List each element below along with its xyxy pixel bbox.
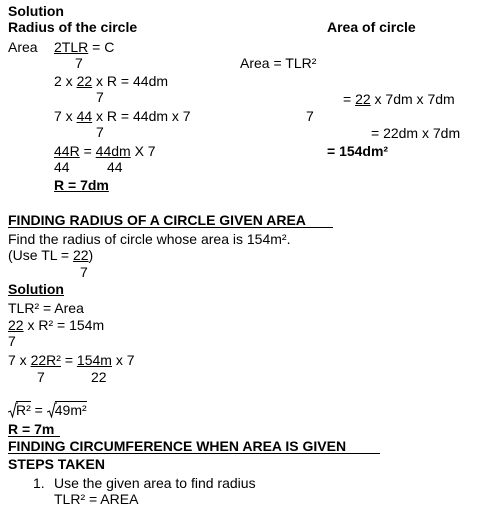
solution-heading: Solution: [8, 3, 64, 19]
fraction-numerator: 22: [8, 317, 24, 333]
step-number: 1.: [33, 475, 45, 491]
equation-text: (Use TL =: [8, 247, 73, 263]
area-result: = 154dm²: [327, 143, 389, 159]
equation-text: 7 x: [8, 352, 31, 368]
equation-text: ): [88, 247, 94, 263]
step-formula: TLR² = AREA: [54, 491, 139, 507]
solution-heading: Solution: [8, 281, 64, 297]
area-step-2: = 22dm x 7dm: [371, 125, 461, 141]
equation-text: x 7dm x 7dm: [370, 91, 455, 107]
equation-line-1: [54, 39, 114, 55]
fraction-denominator: 7: [96, 89, 104, 105]
fraction-denominator: 22: [91, 369, 107, 385]
square-root-step: [8, 402, 87, 418]
equation-text: x R = 44dm x 7: [92, 108, 191, 124]
area-label: Area: [8, 39, 38, 55]
fraction-numerator: 44R: [54, 143, 80, 159]
heading-underline: [8, 227, 333, 228]
fraction-numerator: 44dm: [95, 143, 131, 159]
solution-step-1: TLR² = Area: [8, 300, 84, 316]
sqrt-right: [47, 402, 87, 418]
radius-result: R = 7dm: [54, 177, 109, 193]
result-underline: [8, 436, 60, 437]
fraction-denominator: 44: [54, 159, 70, 175]
fraction-denominator: 7: [306, 108, 314, 124]
fraction-numerator: 44: [76, 108, 93, 124]
fraction-numerator: 154m: [76, 352, 112, 368]
equation-text: = C: [88, 39, 115, 55]
heading-underline: [8, 453, 380, 454]
given-value: [8, 247, 93, 263]
equation-text: x 7: [111, 352, 135, 368]
solution-step-3: [8, 352, 135, 368]
fraction-numerator: 2TLR: [54, 39, 89, 55]
steps-heading: STEPS TAKEN: [8, 456, 105, 472]
fraction-numerator: 22: [355, 91, 371, 107]
equation-text: x R² = 154m: [23, 317, 105, 333]
equation-text: x R = 44dm: [92, 73, 169, 89]
fraction-numerator: 22: [72, 247, 89, 263]
equation-text: =: [30, 402, 47, 418]
equation-text: =: [343, 91, 356, 107]
fraction-denominator: 7: [37, 369, 45, 385]
solution-step-2: [8, 317, 104, 333]
radicand: R²: [16, 402, 31, 418]
radicand: 49m²: [54, 402, 87, 418]
fraction-denominator: 7: [96, 124, 104, 140]
fraction-denominator: 44: [107, 159, 123, 175]
fraction-denominator: 7: [75, 55, 83, 71]
equation-line-2: [54, 73, 168, 89]
equation-text: =: [79, 143, 96, 159]
fraction-denominator: 7: [8, 333, 16, 349]
square-root-icon: [8, 402, 18, 418]
area-step-1: [343, 91, 455, 107]
section-heading-radius-from-area: FINDING RADIUS OF A CIRCLE GIVEN AREA: [8, 212, 306, 228]
step-text: Use the given area to find radius: [54, 475, 256, 491]
section-heading-circumference-from-area: FINDING CIRCUMFERENCE WHEN AREA IS GIVEN: [8, 438, 347, 454]
fraction-denominator: 7: [80, 264, 88, 280]
equation-line-3: [54, 108, 191, 124]
fraction-numerator: 22: [76, 73, 93, 89]
radius-result: R = 7m: [8, 421, 55, 437]
equation-line-4: [54, 143, 156, 159]
equation-text: =: [60, 352, 77, 368]
problem-statement: Find the radius of circle whose area is 154m².: [8, 231, 291, 247]
square-root-icon: [47, 402, 57, 418]
fraction-numerator: 22R²: [30, 352, 61, 368]
equation-text: 7 x: [54, 108, 77, 124]
equation-text: X 7: [130, 143, 156, 159]
radius-column-heading: Radius of the circle: [8, 19, 138, 35]
area-column-heading: Area of circle: [327, 19, 416, 35]
equation-text: 2 x: [54, 73, 77, 89]
area-formula: Area = TLR²: [240, 55, 317, 71]
sqrt-left: [8, 402, 31, 418]
